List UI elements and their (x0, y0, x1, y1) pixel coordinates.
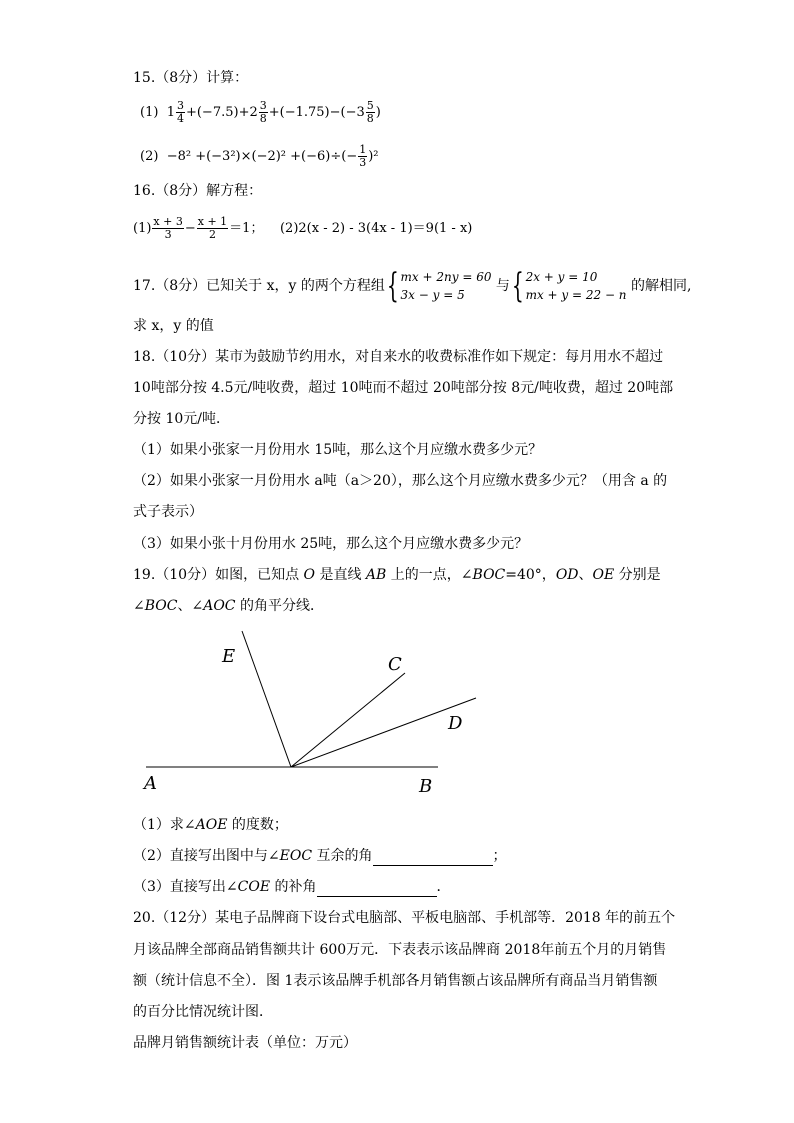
q17-line2: 求 x，y 的值 (133, 318, 214, 334)
q19-line1 (133, 565, 661, 585)
t: EOC (279, 848, 313, 864)
t: OD (555, 567, 579, 583)
q17-line1 (133, 268, 691, 304)
label-B: B (419, 776, 433, 797)
q17-mid: 与 (495, 278, 510, 294)
q16-title: 16.（8分）解方程： (133, 183, 263, 199)
q20-line4: 的百分比情况统计图． (133, 1004, 273, 1020)
t: OE (592, 567, 615, 583)
t: 的角平分线． (235, 598, 324, 614)
q16-fraction2 (197, 216, 228, 241)
t: 、 (578, 567, 593, 583)
q19-sub1 (133, 815, 288, 835)
q20-line3: 额（统计信息不全）．图 1表示该品牌手机部各月销售额占该品牌所有商品当月销售额 (133, 973, 658, 989)
q18-line1: 18.（10分）某市为鼓励节约用水，对自来水的收费标准作如下规定：每月用水不超过 (133, 349, 664, 365)
q18-sub3: （3）如果小张十月份用水 25吨，那么这个月应缴水费多少元？ (133, 536, 529, 552)
frac-den: 8 (259, 112, 267, 125)
t: AB (365, 567, 387, 583)
q18-sub1: （1）如果小张家一月份用水 15吨，那么这个月应缴水费多少元？ (133, 442, 543, 458)
q17-sys1-eq2: 3x − y = 5 (400, 288, 465, 302)
frac-den: 4 (176, 112, 184, 125)
q15-title: 15.（8分）计算： (133, 70, 249, 86)
q15-p1-mixed2-whole: 2 (249, 105, 258, 120)
frac-den: 8 (366, 112, 374, 125)
q17-system2 (510, 268, 627, 304)
t: （1）求∠ (133, 817, 196, 833)
q15-p1-term3: +(−1.75)−(−3 (268, 105, 365, 120)
q20-line2: 月该品牌全部商品销售额共计 600万元．下表表示该品牌商 2018年前五个月的月销售 (133, 942, 667, 958)
t: 、∠ (177, 598, 204, 614)
q15-p1-fraction1 (176, 100, 185, 125)
q17-lead: 17.（8分）已知关于 x，y 的两个方程组 (133, 278, 385, 294)
label-C: C (388, 654, 402, 675)
t: BOC (144, 598, 178, 614)
t: 互余的角 (312, 848, 373, 864)
q16-part2: (2)2(x - 2) - 3(4x - 1)＝9(1 - x) (279, 221, 473, 236)
q20-table-caption: 品牌月销售额统计表（单位：万元） (133, 1035, 357, 1051)
t: （2）直接写出图中与∠ (133, 848, 280, 864)
q15-part1 (140, 100, 381, 125)
q15-p1-close: ) (375, 105, 381, 120)
system-rows (526, 268, 627, 304)
q15-p1-mixed1-whole: 1 (166, 105, 175, 120)
ray-OE (242, 631, 291, 767)
t: ； (492, 848, 507, 864)
q17-sys2-eq2: mx + y = 22 − n (525, 288, 627, 302)
frac-den: 3 (164, 228, 172, 241)
frac-den: 2 (208, 228, 216, 241)
q19-sub2 (133, 846, 507, 866)
q15-part2 (140, 144, 379, 169)
system-rows (401, 268, 492, 304)
brace-glyph: { (386, 266, 399, 306)
q18-sub2: （2）如果小张家一月份用水 a吨（a＞20），那么这个月应缴水费多少元？（用含 a 的 (133, 473, 668, 489)
t: AOC (203, 598, 236, 614)
q15-p2-expr: −8² +(−3²)×(−2)² +(−6)÷(− (166, 149, 358, 164)
t: ∠ (133, 598, 145, 614)
q15-p1-fraction2 (259, 100, 268, 125)
frac-num: 5 (366, 99, 374, 112)
q19-sub3-answer-blank[interactable] (317, 880, 437, 897)
q17-system1 (385, 268, 492, 304)
frac-num: x + 3 (153, 215, 183, 228)
q19-sub2-answer-blank[interactable] (373, 849, 493, 866)
q16-minus: − (184, 221, 196, 236)
brace-glyph: { (511, 266, 524, 306)
t: AOE (195, 817, 228, 833)
q16-rhs: ＝1； (229, 221, 264, 236)
q19-line2 (133, 596, 324, 616)
t: 的度数； (227, 817, 288, 833)
t: =40°， (505, 567, 556, 583)
label-D: D (448, 713, 463, 734)
q16-fraction1 (152, 216, 183, 241)
frac-num: 3 (259, 99, 267, 112)
q15-p1-term2: +(−7.5)+ (185, 105, 250, 120)
t: 分别是 (614, 567, 661, 583)
q18-sub2-cont: 式子表示） (133, 504, 203, 520)
frac-num: 1 (359, 143, 367, 156)
q15-p1-label: (1) (140, 105, 159, 120)
q15-p2-label: (2) (140, 149, 159, 164)
q18-line2: 10吨部分按 4.5元/吨收费，超过 10吨而不超过 20吨部分按 8元/吨收费，超过 20吨部 (133, 380, 674, 396)
q15-p2-tail: )² (368, 149, 379, 164)
t: 上的一点，∠ (386, 567, 473, 583)
frac-num: 3 (176, 99, 184, 112)
t: COE (237, 879, 271, 895)
frac-num: x + 1 (197, 215, 228, 228)
t: O (303, 567, 316, 583)
q16-equations (133, 216, 472, 241)
frac-den: 3 (359, 156, 367, 169)
t: 的补角 (270, 879, 317, 895)
t: BOC (472, 567, 506, 583)
t: 是直线 (315, 567, 366, 583)
label-A: A (144, 773, 157, 794)
q17-sys1-eq1: mx + 2ny = 60 (400, 270, 492, 284)
q17-sys2-eq1: 2x + y = 10 (525, 270, 598, 284)
q20-line1: 20.（12分）某电子品牌商下设台式电脑部、平板电脑部、手机部等．2018 年的前五个 (133, 910, 676, 926)
label-E: E (222, 646, 236, 667)
q19-sub3 (133, 877, 451, 897)
t: 19.（10分）如图，已知点 (133, 567, 304, 583)
t: （3）直接写出∠ (133, 879, 238, 895)
q15-p2-fraction (358, 144, 367, 169)
q17-tail: 的解相同, (631, 278, 692, 294)
ray-OC (291, 673, 405, 767)
t: ． (436, 879, 451, 895)
q18-line3: 分按 10元/吨． (133, 411, 230, 427)
q19-angle-figure (130, 625, 490, 805)
q15-p1-fraction3 (366, 100, 375, 125)
q16-p1-label: (1) (133, 221, 152, 236)
